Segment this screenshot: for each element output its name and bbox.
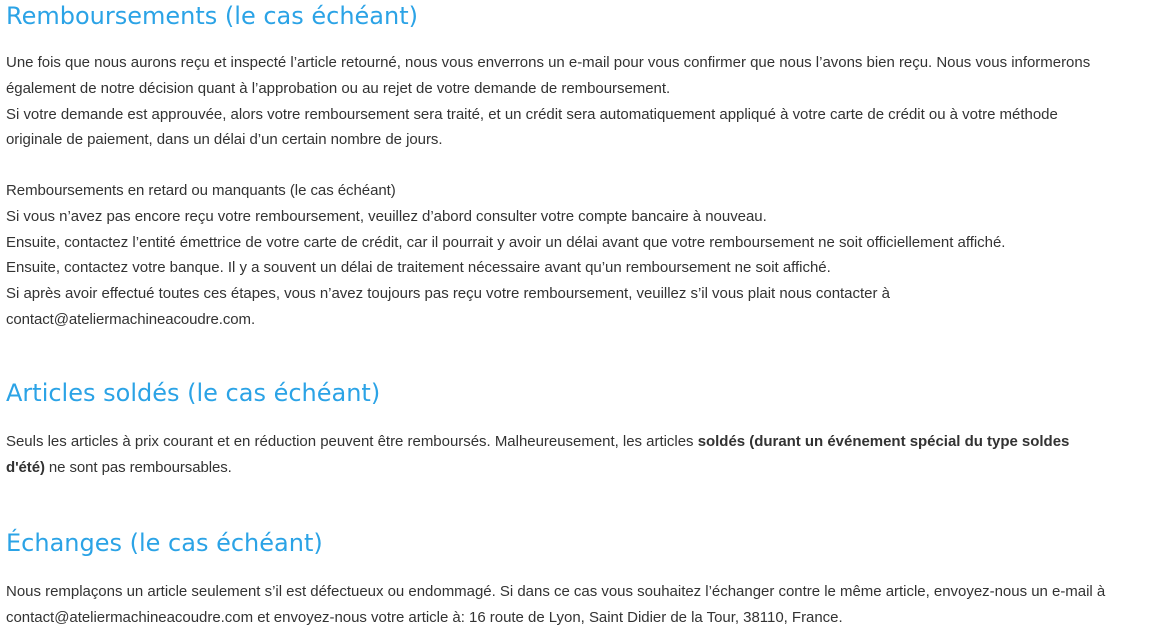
sale-items-bold-text: d'été): [6, 458, 45, 476]
sale-items-text: ne sont pas remboursables.: [44, 458, 232, 476]
text-line: [6, 455, 1151, 481]
sale-items-text: Seuls les articles à prix courant et en réduction peuvent être remboursés. Malheureusement, les articles: [6, 433, 698, 450]
text-line: Ensuite, contactez l’entité émettrice de votre carte de crédit, car il pourrait y avoir un délai avant que votre remboursement ne soit officiellement affiché.: [6, 233, 1006, 251]
text-line: originale de paiement, dans un délai d’un certain nombre de jours.: [6, 131, 443, 149]
late-refunds-paragraph: [6, 178, 1151, 333]
late-refunds-subheading: Remboursements en retard ou manquants (le cas échéant): [6, 182, 396, 199]
exchanges-heading: Échanges (le cas échéant): [6, 529, 323, 557]
text-line: contact@ateliermachineacoudre.com et envoyez-nous votre article à: 16 route de Lyon, Saint Didier de la Tour, 38110, France.: [6, 608, 843, 626]
exchanges-paragraph: [6, 579, 1151, 631]
text-line: Ensuite, contactez votre banque. Il y a souvent un délai de traitement nécessaire avant qu’un remboursement ne soit affiché.: [6, 259, 831, 277]
text-line: Nous remplaçons un article seulement s’il est défectueux ou endommagé. Si dans ce cas vous souhaitez l’échanger contre le même article, envoyez-nous un e-mail à: [6, 583, 1106, 600]
text-line: [6, 429, 1151, 455]
contact-email-text: contact@ateliermachineacoudre.com.: [6, 310, 256, 328]
text-line: également de notre décision quant à l’approbation ou au rejet de votre demande de remboursement.: [6, 79, 671, 97]
refunds-intro-paragraph: [6, 50, 1151, 153]
sale-items-paragraph: [6, 429, 1151, 481]
sale-items-bold-text: soldés (durant un événement spécial du type soldes: [697, 433, 1070, 450]
text-line: Une fois que nous aurons reçu et inspecté l’article retourné, nous vous enverrons un e-mail pour vous confirmer que nous l’avons bien reçu. Nous vous informerons: [6, 54, 1091, 71]
sale-items-heading: Articles soldés (le cas échéant): [6, 379, 381, 407]
refunds-heading: Remboursements (le cas échéant): [6, 2, 418, 30]
text-line: Si vous n’avez pas encore reçu votre remboursement, veuillez d’abord consulter votre compte bancaire à nouveau.: [6, 207, 767, 225]
text-line: Si après avoir effectué toutes ces étapes, vous n’avez toujours pas reçu votre remboursement, veuillez s’il vous plait nous contacter à: [6, 285, 890, 303]
text-line: Si votre demande est approuvée, alors votre remboursement sera traité, et un crédit sera automatiquement appliqué à votre carte de crédit ou à votre méthode: [6, 105, 1058, 123]
